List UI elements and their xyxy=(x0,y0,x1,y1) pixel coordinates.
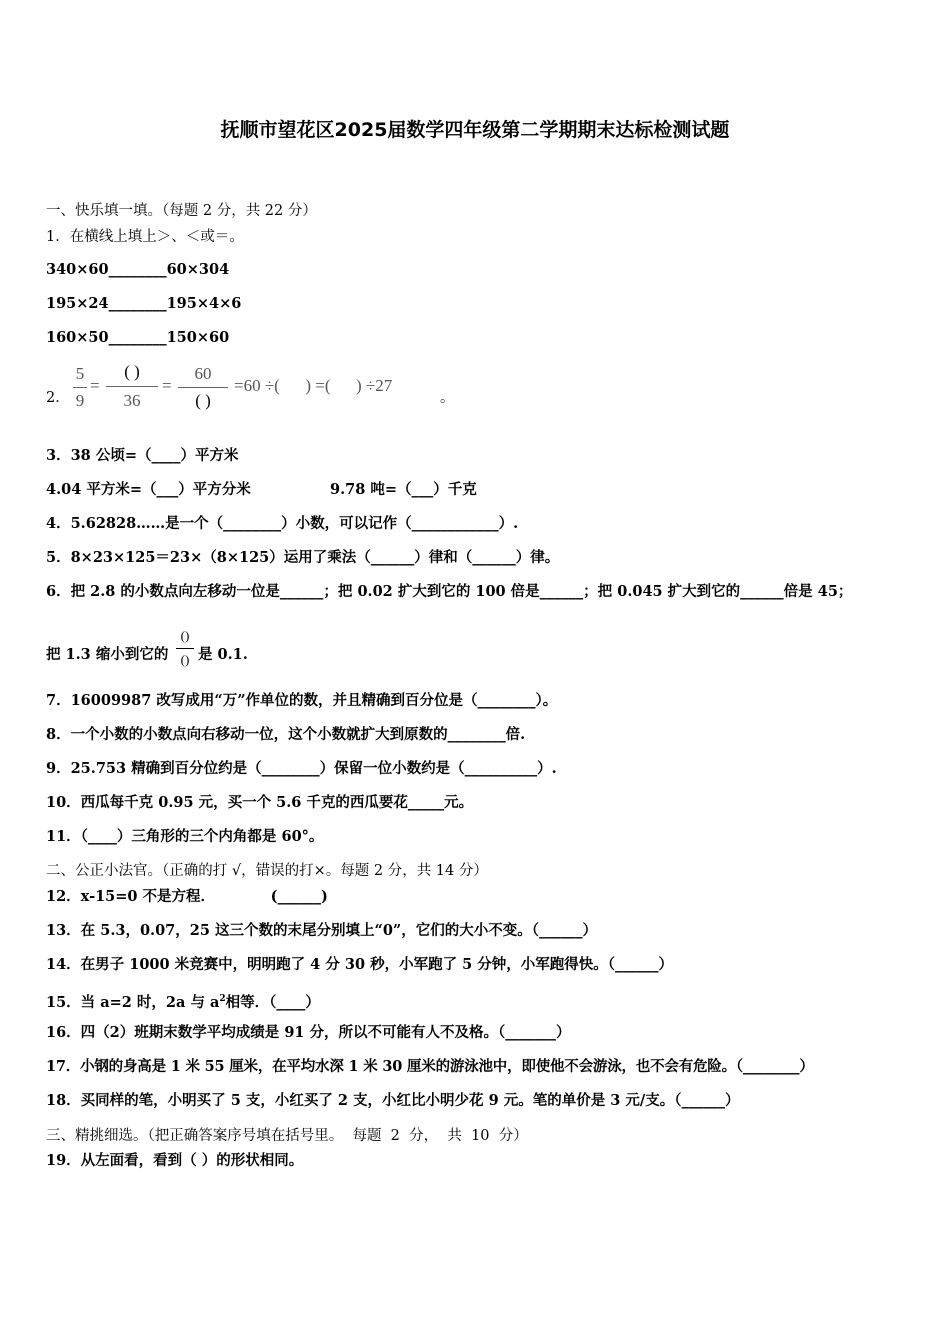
question-4: 4．5.62828……是一个（________）小数，可以记作（____________）. xyxy=(46,515,519,532)
fraction-60-blank xyxy=(174,364,232,416)
question-2-end: 。 xyxy=(440,390,455,406)
fraction-numerator: 5 xyxy=(75,364,85,383)
section-heading-2: 二、公正小法官。（正确的打 √，错误的打×。每题 2 分，共 14 分） xyxy=(46,863,488,879)
section-heading-3: 三、精挑细选。（把正确答案序号填在括号里。 每题 2 分， 共 10 分） xyxy=(46,1128,528,1144)
equals-sign: = xyxy=(162,376,172,395)
fraction-5-9 xyxy=(68,364,92,414)
fraction-blank-36 xyxy=(102,362,162,414)
question-10: 10．西瓜每千克 0.95 元，买一个 5.6 千克的西瓜要花_____元。 xyxy=(46,794,474,811)
question-1-row: 195×24________195×4×6 xyxy=(46,295,242,312)
question-6-line1: 6．把 2.8 的小数点向左移动一位是______；把 0.02 扩大到它的 100 倍是______；把 0.045 扩大到它的______倍是 45； xyxy=(46,583,853,600)
fraction-numerator: () xyxy=(180,628,190,643)
question-1-row: 160×50________150×60 xyxy=(46,329,230,346)
question-8: 8．一个小数的小数点向右移动一位，这个小数就扩大到原数的________倍. xyxy=(46,726,526,743)
question-1-stem: 1．在横线上填上＞、＜或＝。 xyxy=(46,229,244,245)
fraction-numerator: ( ) xyxy=(124,362,140,381)
fraction-bar xyxy=(73,387,87,388)
question-1-row: 340×60________60×304 xyxy=(46,261,230,278)
fraction-bar xyxy=(178,387,228,388)
question-12: 12．x-15=0 不是方程． (______) xyxy=(46,888,328,905)
question-13: 13．在 5.3，0.07，25 这三个数的末尾分别填上“0”，它们的大小不变。（______） xyxy=(46,922,598,939)
question-6-pre: 把 1.3 缩小到它的 xyxy=(46,646,169,663)
question-15-tail: 相等．（____） xyxy=(225,993,320,1011)
fraction-numerator: 60 xyxy=(194,364,212,383)
fraction-denominator: () xyxy=(180,652,190,667)
question-3a: 3．38 公顷=（____）平方米 xyxy=(46,447,239,464)
fraction-denominator: 36 xyxy=(123,391,141,410)
question-19: 19．从左面看，看到（ ）的形状相同。 xyxy=(46,1152,304,1169)
fraction-denominator: ( ) xyxy=(195,391,211,410)
question-11: 11．（____）三角形的三个内角都是 60°。 xyxy=(46,828,324,845)
question-2-expression: =60 ÷( ) =( ) ÷27 xyxy=(234,376,393,395)
question-15 xyxy=(46,990,320,1012)
question-3b-left: 4.04 平方米=（___）平方分米 xyxy=(46,481,251,498)
question-3b-right: 9.78 吨=（___）千克 xyxy=(330,481,477,498)
fraction-bar xyxy=(106,386,158,387)
fraction-bar xyxy=(176,648,194,649)
question-9: 9．25.753 精确到百分位约是（________）保留一位小数约是（__________）. xyxy=(46,760,557,777)
question-15-text: 15．当 a=2 时，2a 与 a xyxy=(46,993,220,1011)
equals-sign: = xyxy=(90,376,100,395)
question-6-post: 是 0.1. xyxy=(198,646,248,663)
question-16: 16．四（2）班期末数学平均成绩是 91 分，所以不可能有人不及格。（_______） xyxy=(46,1024,571,1041)
exponent: 2 xyxy=(219,994,226,1004)
question-17: 17．小钢的身高是 1 米 55 厘米，在平均水深 1 米 30 厘米的游泳池中，即使他不会游泳，也不会有危险。（________） xyxy=(46,1058,814,1075)
question-2-number: 2． xyxy=(46,390,70,406)
question-7: 7．16009987 改写成用“万”作单位的数，并且精确到百分位是（________）。 xyxy=(46,692,558,709)
question-18: 18．买同样的笔，小明买了 5 支，小红买了 2 支，小红比小明少花 9 元。笔的单价是 3 元/支。（______） xyxy=(46,1092,740,1109)
question-14: 14．在男子 1000 米竞赛中，明明跑了 4 分 30 秒，小军跑了 5 分钟，小军跑得快。（______） xyxy=(46,956,674,973)
page-title: 抚顺市望花区2025届数学四年级第二学期期末达标检测试题 xyxy=(220,119,730,141)
section-heading-1: 一、快乐填一填。（每题 2 分，共 22 分） xyxy=(46,203,317,219)
fraction-denominator: 9 xyxy=(75,391,85,410)
question-5: 5．8×23×125＝23×（8×125）运用了乘法（______）律和（______）律。 xyxy=(46,549,560,566)
